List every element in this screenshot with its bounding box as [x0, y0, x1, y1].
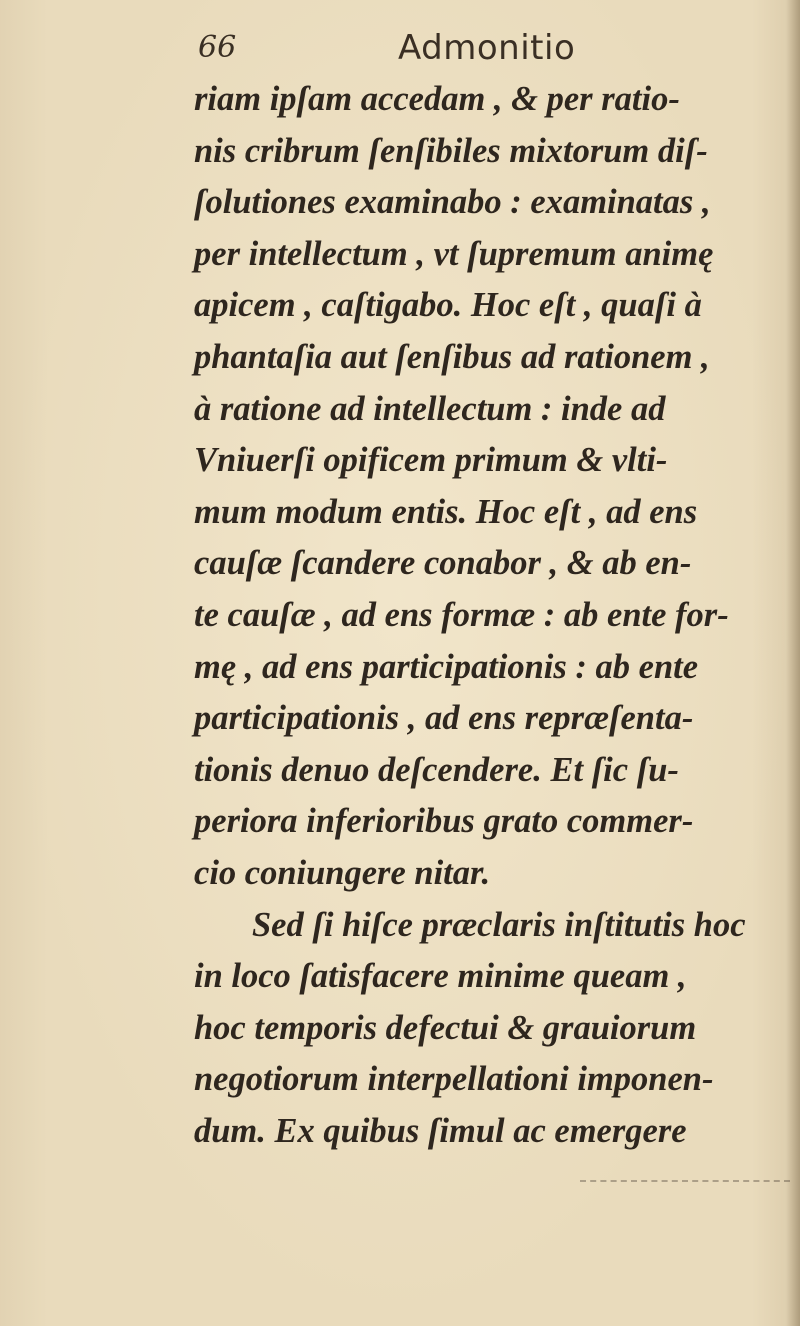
text-line: mum modum entis. Hoc eſt , ad ens: [194, 492, 698, 531]
text-line: in loco ſatisfacere minime queam ,: [194, 957, 687, 996]
text-line: negotiorum interpellationi imponen-: [194, 1060, 714, 1099]
text-line: apicem , caſtigabo. Hoc eſt , quaſi à: [194, 286, 702, 325]
show-through-marks: [580, 1180, 790, 1186]
text-line: per intellectum , vt ſupremum animę: [194, 234, 714, 273]
running-head: Admonitio: [398, 28, 576, 68]
body-text: [194, 74, 786, 1157]
text-line: Vniuerſi opificem primum & vlti-: [194, 441, 668, 480]
text-line: cio coniungere nitar.: [194, 853, 491, 892]
text-line: phantaſia aut ſenſibus ad rationem ,: [194, 337, 710, 376]
text-line: participationis , ad ens repræſenta-: [194, 699, 694, 738]
text-line: tionis denuo deſcendere. Et ſic ſu-: [194, 750, 679, 789]
text-line: cauſæ ſcandere conabor , & ab en-: [194, 544, 692, 583]
text-line: hoc temporis defectui & grauiorum: [194, 1008, 697, 1047]
text-line: à ratione ad intellectum : inde ad: [194, 389, 666, 428]
text-line: periora inferioribus grato commer-: [194, 802, 694, 841]
text-line: ſolutiones examinabo : examinatas ,: [194, 183, 711, 222]
page-number: 66: [198, 30, 237, 65]
text-line: nis cribrum ſenſibiles mixtorum diſ-: [194, 131, 708, 170]
text-line: dum. Ex quibus ſimul ac emergere: [194, 1111, 687, 1150]
paragraph-start-line: Sed ſi hiſce præclaris inſtitutis hoc: [252, 905, 746, 944]
text-line: riam ipſam accedam , & per ratio-: [194, 80, 680, 118]
text-line: mę , ad ens participationis : ab ente: [194, 647, 699, 686]
page-gutter-shadow: [786, 0, 800, 1326]
page-header: [198, 28, 758, 76]
text-line: te cauſæ , ad ens formæ : ab ente for-: [194, 595, 729, 634]
